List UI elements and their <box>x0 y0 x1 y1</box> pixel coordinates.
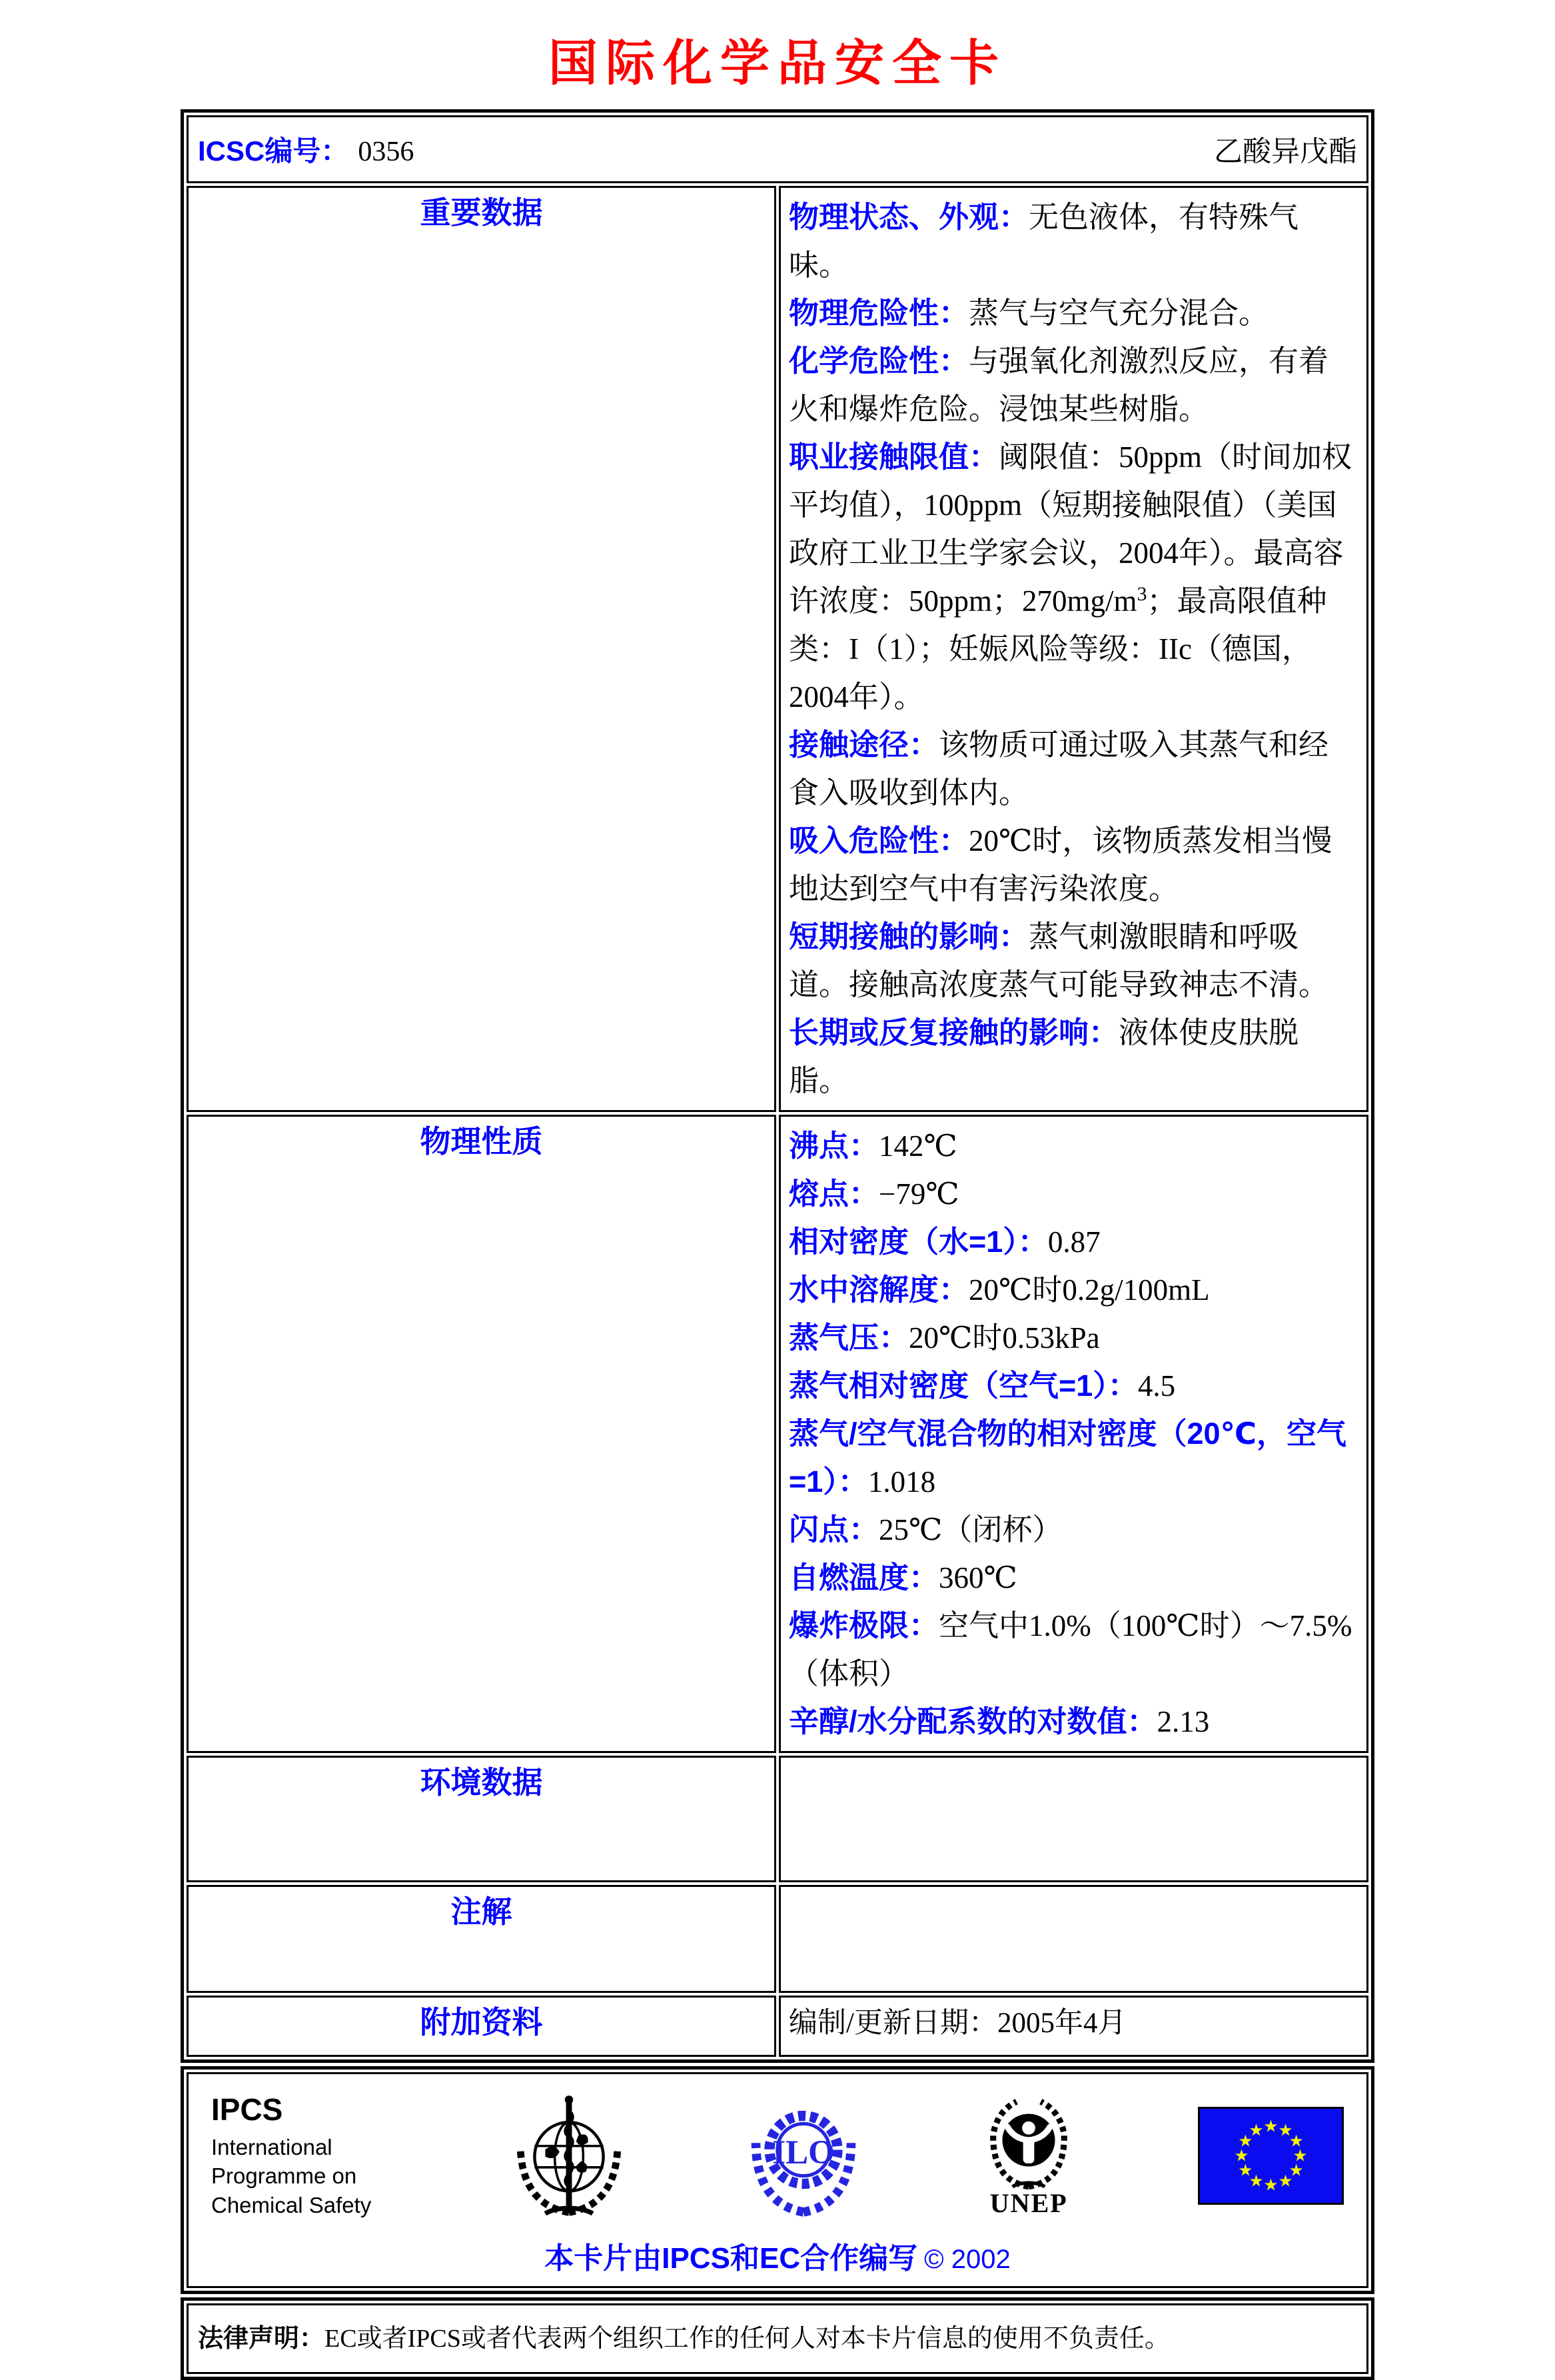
header-row <box>187 115 1368 183</box>
ipcs-subtitle-line1: International <box>211 2134 332 2159</box>
environmental-data-content <box>779 1756 1368 1882</box>
section-label-notes: 注解 <box>187 1885 776 1993</box>
legal-notice-text: EC或者IPCS或者代表两个组织工作的任何人对本卡片信息的使用不负责任。 <box>324 2325 1170 2353</box>
logos-row <box>187 2072 1368 2288</box>
important-data-row <box>187 186 1368 1112</box>
legal-notice <box>198 2323 1357 2355</box>
field-vapour-air-mixture-density: 蒸气/空气混合物的相对密度（20℃，空气=1）：1.018 <box>789 1417 1347 1498</box>
field-inhalation-risk: 吸入危险性：20℃时，该物质蒸发相当慢地达到空气中有害污染浓度。 <box>789 824 1332 905</box>
icsc-number-group <box>198 129 414 169</box>
icsc-number-value: 0356 <box>358 137 414 167</box>
page-title: 国际化学品安全卡 <box>548 37 1007 91</box>
ipcs-title: IPCS <box>211 2091 283 2127</box>
section-label-environmental-data: 环境数据 <box>187 1756 776 1882</box>
field-long-term-effects: 长期或反复接触的影响：液体使皮肤脱脂。 <box>789 1015 1299 1097</box>
header-cell <box>187 115 1368 183</box>
field-vapour-pressure: 蒸气压：20℃时0.53kPa <box>789 1321 1100 1355</box>
field-water-solubility: 水中溶解度：20℃时0.2g/100mL <box>789 1273 1210 1307</box>
field-occupational-exposure-limits: 职业接触限值：阈限值：50ppm（时间加权平均值），100ppm（短期接触限值）（美国政府工业卫生学家会议，2004年）。最高容许浓度：50ppm；$270mg/m^3$；最高限值种类：I（1）；妊娠风险等级：IIc（德国，2004年）。 <box>789 440 1352 714</box>
legal-cell <box>187 2303 1368 2374</box>
icsc-page <box>0 24 1555 2353</box>
ipcs-subtitle-line2: Programme on <box>211 2163 357 2189</box>
superscript-3: 3 <box>1137 583 1147 605</box>
notes-content <box>779 1885 1368 1993</box>
legal-row <box>187 2303 1368 2374</box>
legal-notice-label: 法律声明： <box>198 2325 325 2353</box>
icsc-number-label: ICSC编号： <box>198 135 349 167</box>
prepared-updated-date: 编制/更新日期：2005年4月 <box>789 2008 1127 2039</box>
footer-cell <box>187 2072 1368 2288</box>
additional-info-row <box>187 1996 1368 2057</box>
important-data-content <box>779 186 1368 1112</box>
section-label-additional-info: 附加资料 <box>187 1996 776 2057</box>
ilo-logo-icon <box>747 2090 860 2221</box>
eu-flag-icon <box>1198 2107 1344 2205</box>
unep-logo-icon <box>978 2093 1079 2191</box>
environmental-data-row <box>187 1756 1368 1882</box>
footer-table <box>181 2066 1374 2294</box>
unep-label: UNEP <box>989 2187 1068 2218</box>
caption-text: 本卡片由IPCS和EC合作编写 <box>544 2242 918 2275</box>
field-short-term-effects: 短期接触的影响：蒸气刺激眼睛和呼吸道。接触高浓度蒸气可能导致神志不清。 <box>789 919 1329 1001</box>
field-explosive-limits: 爆炸极限：空气中1.0%（100℃时）～7.5%（体积） <box>789 1608 1352 1690</box>
cooperation-caption <box>207 2234 1348 2277</box>
field-autoignition-temperature: 自燃温度：360℃ <box>789 1560 1017 1594</box>
field-chemical-dangers: 化学危险性：与强氧化剂激烈反应，有着火和爆炸危险。浸蚀某些树脂。 <box>789 344 1329 426</box>
section-label-important-data: 重要数据 <box>187 186 776 1112</box>
field-flash-point: 闪点：25℃（闭杯） <box>789 1512 1063 1546</box>
additional-info-content <box>779 1996 1368 2057</box>
field-relative-density: 相对密度（水=1）：0.87 <box>789 1225 1101 1259</box>
unep-logo-block <box>978 2093 1079 2219</box>
chemical-name: 乙酸异戊酯 <box>1214 136 1357 168</box>
physical-properties-content <box>779 1115 1368 1753</box>
field-physical-dangers: 物理危险性：蒸气与空气充分混合。 <box>789 296 1269 330</box>
field-routes-of-exposure: 接触途径：该物质可通过吸入其蒸气和经食入吸收到体内。 <box>789 728 1329 810</box>
field-vapour-relative-density: 蒸气相对密度（空气=1）：4.5 <box>789 1369 1176 1403</box>
ilo-letters: ILO <box>772 2133 835 2171</box>
field-melting-point: 熔点：−79℃ <box>789 1177 959 1211</box>
field-octanol-water-partition: 辛醇/水分配系数的对数值：2.13 <box>789 1704 1210 1738</box>
field-boiling-point: 沸点：142℃ <box>789 1129 957 1163</box>
copyright-text: © 2002 <box>924 2245 1011 2274</box>
ipcs-text-block <box>211 2091 391 2220</box>
icsc-main-table <box>181 109 1374 2063</box>
field-physical-state: 物理状态、外观：无色液体，有特殊气味。 <box>789 200 1299 282</box>
section-label-physical-properties: 物理性质 <box>187 1115 776 1753</box>
legal-table <box>181 2297 1374 2380</box>
who-logo-icon <box>510 2090 628 2221</box>
ipcs-subtitle-line3: Chemical Safety <box>211 2192 372 2217</box>
notes-row <box>187 1885 1368 1993</box>
physical-properties-row <box>187 1115 1368 1753</box>
